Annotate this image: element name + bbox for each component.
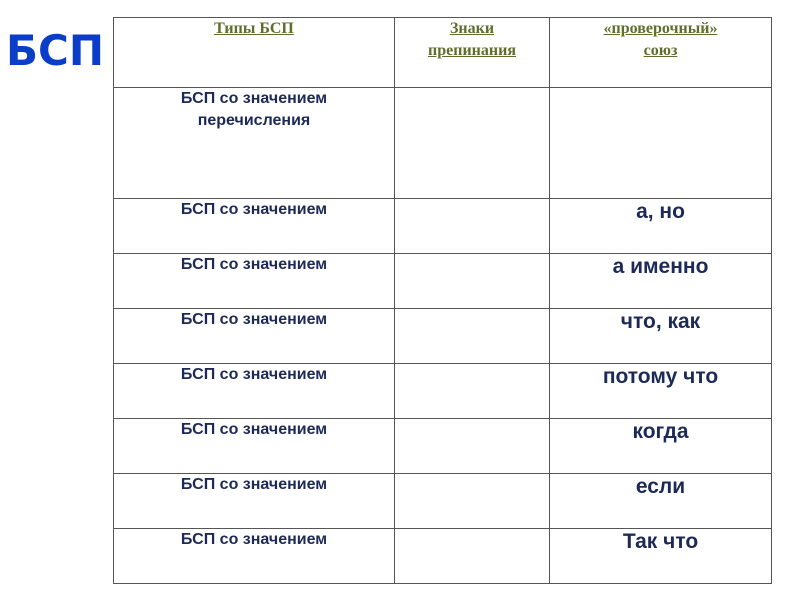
type-label-line2: перечисления <box>197 112 311 129</box>
table-row <box>114 529 772 584</box>
punct-cell <box>395 254 550 309</box>
type-label: БСП со значением <box>180 476 328 493</box>
header-union-line2: союз <box>643 42 678 59</box>
header-types-label: Типы БСП <box>214 20 294 37</box>
type-label: БСП со значением <box>180 256 328 273</box>
table-row <box>114 199 772 254</box>
punct-cell <box>395 419 550 474</box>
header-punctuation-line2: препинания <box>428 42 516 59</box>
union-cell: если <box>550 474 772 529</box>
header-types <box>114 18 395 88</box>
punct-cell <box>395 199 550 254</box>
type-label: БСП со значением <box>180 311 328 328</box>
union-cell: а именно <box>550 254 772 309</box>
type-label: БСП со значением <box>180 531 328 548</box>
union-cell <box>550 88 772 199</box>
slide-title: БСП <box>6 26 104 75</box>
type-cell <box>114 474 395 529</box>
union-cell: потому что <box>550 364 772 419</box>
union-cell: Так что <box>550 529 772 584</box>
table-row <box>114 88 772 199</box>
union-cell: а, но <box>550 199 772 254</box>
header-punctuation <box>395 18 550 88</box>
type-cell <box>114 199 395 254</box>
table-row <box>114 309 772 364</box>
punct-cell <box>395 364 550 419</box>
punct-cell <box>395 529 550 584</box>
table-row <box>114 419 772 474</box>
type-cell <box>114 254 395 309</box>
type-cell <box>114 529 395 584</box>
bsp-table <box>113 17 772 584</box>
type-label: БСП со значением <box>180 201 328 218</box>
type-cell <box>114 419 395 474</box>
type-label: БСП со значением <box>180 366 328 383</box>
table-row <box>114 364 772 419</box>
header-union <box>550 18 772 88</box>
type-cell <box>114 364 395 419</box>
punct-cell <box>395 88 550 199</box>
header-punctuation-line1: Знаки <box>449 20 495 37</box>
type-label: БСП со значением <box>180 421 328 438</box>
header-union-line1: «проверочный» <box>603 20 718 37</box>
table-row <box>114 474 772 529</box>
type-label: БСП со значением <box>180 90 328 107</box>
union-cell: когда <box>550 419 772 474</box>
table-header-row <box>114 18 772 88</box>
punct-cell <box>395 474 550 529</box>
union-cell: что, как <box>550 309 772 364</box>
type-cell <box>114 88 395 199</box>
table-row <box>114 254 772 309</box>
punct-cell <box>395 309 550 364</box>
type-cell <box>114 309 395 364</box>
